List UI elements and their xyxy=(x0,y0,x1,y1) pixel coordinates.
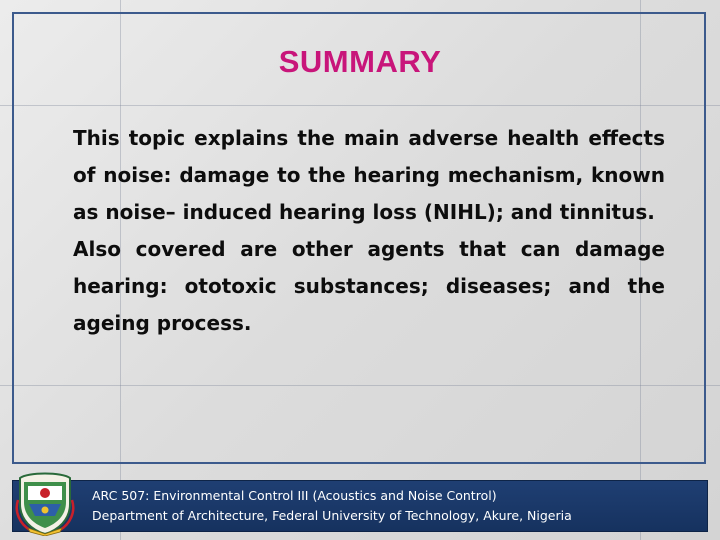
course-title: ARC 507: Environmental Control III (Acoustics and Noise Control) xyxy=(92,488,497,503)
university-crest-icon xyxy=(14,470,76,536)
slide-body xyxy=(73,120,665,342)
slide-title: SUMMARY xyxy=(278,44,442,79)
summary-paragraph: Also covered are other agents that can damage hearing: ototoxic substances; diseases; and the ageing process. xyxy=(73,237,665,335)
department-name: Department of Architecture, Federal University of Technology, Akure, Nigeria xyxy=(92,508,572,523)
summary-paragraph: This topic explains the main adverse health effects of noise: damage to the hearing mechanism, known as noise– induced hearing loss (NIHL); and tinnitus. xyxy=(73,126,665,224)
footer-text xyxy=(92,486,702,526)
